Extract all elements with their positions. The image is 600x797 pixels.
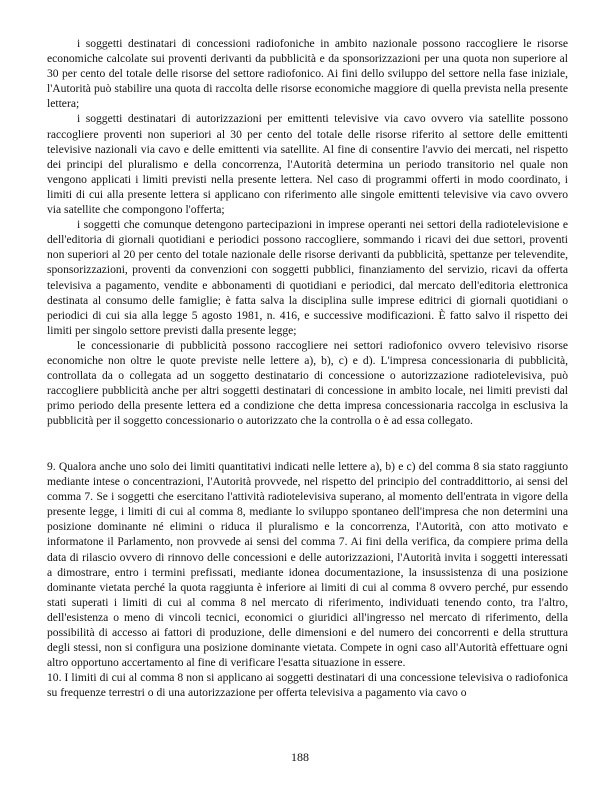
paragraph-letter-d: i soggetti che comunque detengono partecipazioni in imprese operanti nei settori della radiotelevisione e dell'editoria di giornali quotidiani e periodici possono raccogliere, sommando i ricavi dei due settori, proventi non superiori al 20 per cento del totale nazionale delle risorse derivanti da pubblicità, spettanze per televendite, sponsorizzazioni, proventi da convenzioni con soggetti pubblici, finanziamento del servizio, ricavi da offerta televisiva a pagamento, vendite e abbonamenti di quotidiani e periodici, dal mercato dell'editoria elettronica destinata al consumo delle famiglie; è fatta salva la disciplina sulle imprese editrici di giornali quotidiani o periodici di cui sia alla legge 5 agosto 1981, n. 416, e successive modificazioni. È fatto salvo il rispetto dei limiti per singolo settore previsti dalla presente legge;	[47, 218, 568, 337]
paragraph-comma-10: 10. I limiti di cui al comma 8 non si applicano ai soggetti destinatari di una concessione televisiva o radiofonica su frequenze terrestri o di una autorizzazione per offerta televisiva a pagamento via cavo o	[47, 671, 568, 700]
page-number: 188	[291, 750, 309, 764]
numbered-section	[47, 459, 568, 701]
letter-list-section	[47, 36, 568, 428]
paragraph-letter-c: i soggetti destinatari di autorizzazioni per emittenti televisive via cavo ovvero via satellite possono raccogliere proventi non superiori al 30 per cento del totale delle risorse riferito al settore delle emittenti televisive nazionali via cavo e delle emittenti via satellite. Al fine di consentire l'avvio dei mercati, nel rispetto dei principi del pluralismo e della concorrenza, l'Autorità determina un periodo transitorio nel quale non vengono applicati i limiti previsti nella presente lettera. Nel caso di programmi offerti in modo coordinato, i limiti di cui alla presente lettera si applicano con riferimento alle singole emittenti televisive via cavo ovvero via satellite che compongono l'offerta;	[47, 112, 568, 217]
paragraph-comma-9: 9. Qualora anche uno solo dei limiti quantitativi indicati nelle lettere a), b) e c) del comma 8 sia stato raggiunto mediante intese o concentrazioni, l'Autorità provvede, nel rispetto del principio del contraddittorio, ai sensi del comma 7. Se i soggetti che esercitano l'attività radiotelevisiva superano, al momento dell'entrata in vigore della presente legge, i limiti di cui al comma 8, mediante lo sviluppo spontaneo dell'impresa che non determini una posizione dominante né elimini o riduca il pluralismo e la concorrenza, l'Autorità, con atto motivato e informatone il Parlamento, non provvede ai sensi del comma 7. Ai fini della verifica, da compiere prima della data di rilascio ovvero di rinnovo delle concessioni e delle autorizzazioni, l'Autorità invita i soggetti interessati a dimostrare, entro i termini prefissati, mediante idonea documentazione, la insussistenza di una posizione dominante vietata perché la quota raggiunta è inferiore ai limiti di cui al comma 8 ovvero perché, pur essendo stati superati i limiti di cui al comma 8 nel mercato di riferimento, individuati tenendo conto, tra l'altro, dell'esistenza o meno di vincoli tecnici, economici o giuridici all'ingresso nel mercato di riferimento, della possibilità di accesso ai fattori di produzione, delle dimensioni e del numero dei concorrenti e della struttura degli stessi, non si configura una posizione dominante vietata. Compete in ogni caso all'Autorità effettuare ogni altro opportuno accertamento al fine di verificare l'esatta situazione in essere.	[47, 460, 568, 670]
paragraph-letter-e: le concessionarie di pubblicità possono raccogliere nei settori radiofonico ovvero televisivo risorse economiche non oltre le quote previste nelle lettere a), b), c) e d). L'impresa concessionaria di pubblicità, controllata da o collegata ad un soggetto destinatario di concessione o autorizzazione radiotelevisiva, può raccogliere pubblicità anche per altri soggetti destinatari di concessione in ambito locale, nei limiti previsti dal primo periodo della presente lettera ed a condizione che detta impresa concessionaria raccolga in esclusiva la pubblicità per il soggetto concessionario o autorizzato che la controlla o è ad essa collegato.	[47, 338, 568, 428]
paragraph-letter-b: i soggetti destinatari di concessioni radiofoniche in ambito nazionale possono raccogliere le risorse economiche calcolate sui proventi derivanti da pubblicità e da sponsorizzazioni per una quota non superiore al 30 per cento del totale delle risorse del settore radiofonico. Ai fini dello sviluppo del settore nella fase iniziale, l'Autorità può stabilire una quota di raccolta delle risorse economiche maggiore di quella prevista nella presente lettera;	[47, 37, 568, 111]
